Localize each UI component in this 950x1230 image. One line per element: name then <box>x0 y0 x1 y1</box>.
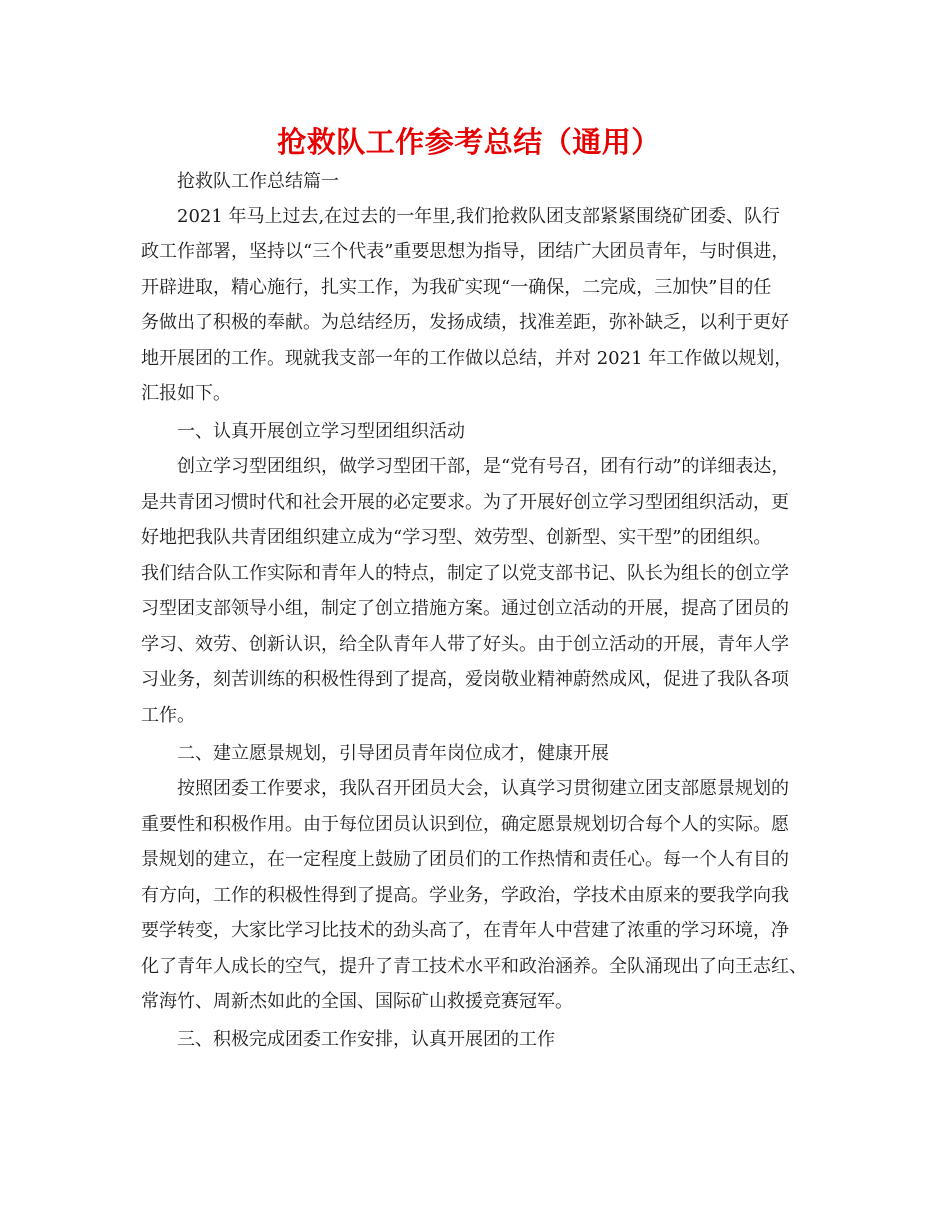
paragraph-line: 我们结合队工作实际和青年人的特点，制定了以党支部书记、队长为组长的创立学 <box>141 563 789 584</box>
paragraph-line: 创立学习型团组织，做学习型团干部，是“党有号召，团有行动”的详细表达， <box>177 456 790 477</box>
paragraph-line: 常海竹、周新杰如此的全国、国际矿山救援竞赛冠军。 <box>141 991 573 1012</box>
paragraph-line: 习型团支部领导小组，制定了创立措施方案。通过创立活动的开展，提高了团员的 <box>141 598 789 619</box>
paragraph-line: 开辟进取，精心施行，扎实工作，为我矿实现“一确保，二完成，三加快”目的任 <box>141 277 772 298</box>
section-heading-2: 二、建立愿景规划，引导团员青年岗位成才，健康开展 <box>177 743 609 764</box>
paragraph-line: 习业务，刻苦训练的积极性得到了提高，爱岗敬业精神蔚然成风，促进了我队各项 <box>141 669 789 690</box>
paragraph-line: 务做出了积极的奉献。为总结经历，发扬成绩，找准差距，弥补缺乏，以利于更好 <box>141 312 789 333</box>
paragraph-line: 按照团委工作要求，我队召开团员大会，认真学习贯彻建立团支部愿景规划的 <box>177 778 789 799</box>
paragraph-line: 化了青年人成长的空气，提升了青工技术水平和政治涵养。全队涌现出了向王志红、 <box>141 956 807 977</box>
paragraph-line: 2021 年马上过去,在过去的一年里,我们抢救队团支部紧紧围绕矿团委、队行 <box>177 206 780 227</box>
document-title: 抢救队工作参考总结（通用） <box>277 125 661 159</box>
paragraph-line: 好地把我队共青团组织建立成为“学习型、效劳型、创新型、实干型”的团组织。 <box>141 527 772 548</box>
paragraph-line: 学习、效劳、创新认识，给全队青年人带了好头。由于创立活动的开展，青年人学 <box>141 634 789 655</box>
paragraph-line: 是共青团习惯时代和社会开展的必定要求。为了开展好创立学习型团组织活动，更 <box>141 492 789 513</box>
paragraph-line: 工作。 <box>141 705 195 726</box>
paragraph-line: 地开展团的工作。现就我支部一年的工作做以总结，并对 2021 年工作做以规划， <box>141 348 793 369</box>
paragraph-line: 政工作部署，坚持以“三个代表”重要思想为指导，团结广大团员青年，与时俱进， <box>141 241 790 262</box>
subtitle-line: 抢救队工作总结篇一 <box>177 171 339 192</box>
paragraph-line: 重要性和积极作用。由于每位团员认识到位，确定愿景规划切合每个人的实际。愿 <box>141 814 789 835</box>
section-heading-3: 三、积极完成团委工作安排，认真开展团的工作 <box>177 1029 555 1050</box>
paragraph-line: 汇报如下。 <box>141 383 231 404</box>
paragraph-line: 景规划的建立，在一定程度上鼓励了团员们的工作热情和责任心。每一个人有目的 <box>141 849 789 870</box>
section-heading-1: 一、认真开展创立学习型团组织活动 <box>177 421 465 442</box>
paragraph-line: 有方向，工作的积极性得到了提高。学业务，学政治，学技术由原来的要我学向我 <box>141 885 789 906</box>
paragraph-line: 要学转变，大家比学习比技术的劲头高了，在青年人中营建了浓重的学习环境，净 <box>141 920 789 941</box>
